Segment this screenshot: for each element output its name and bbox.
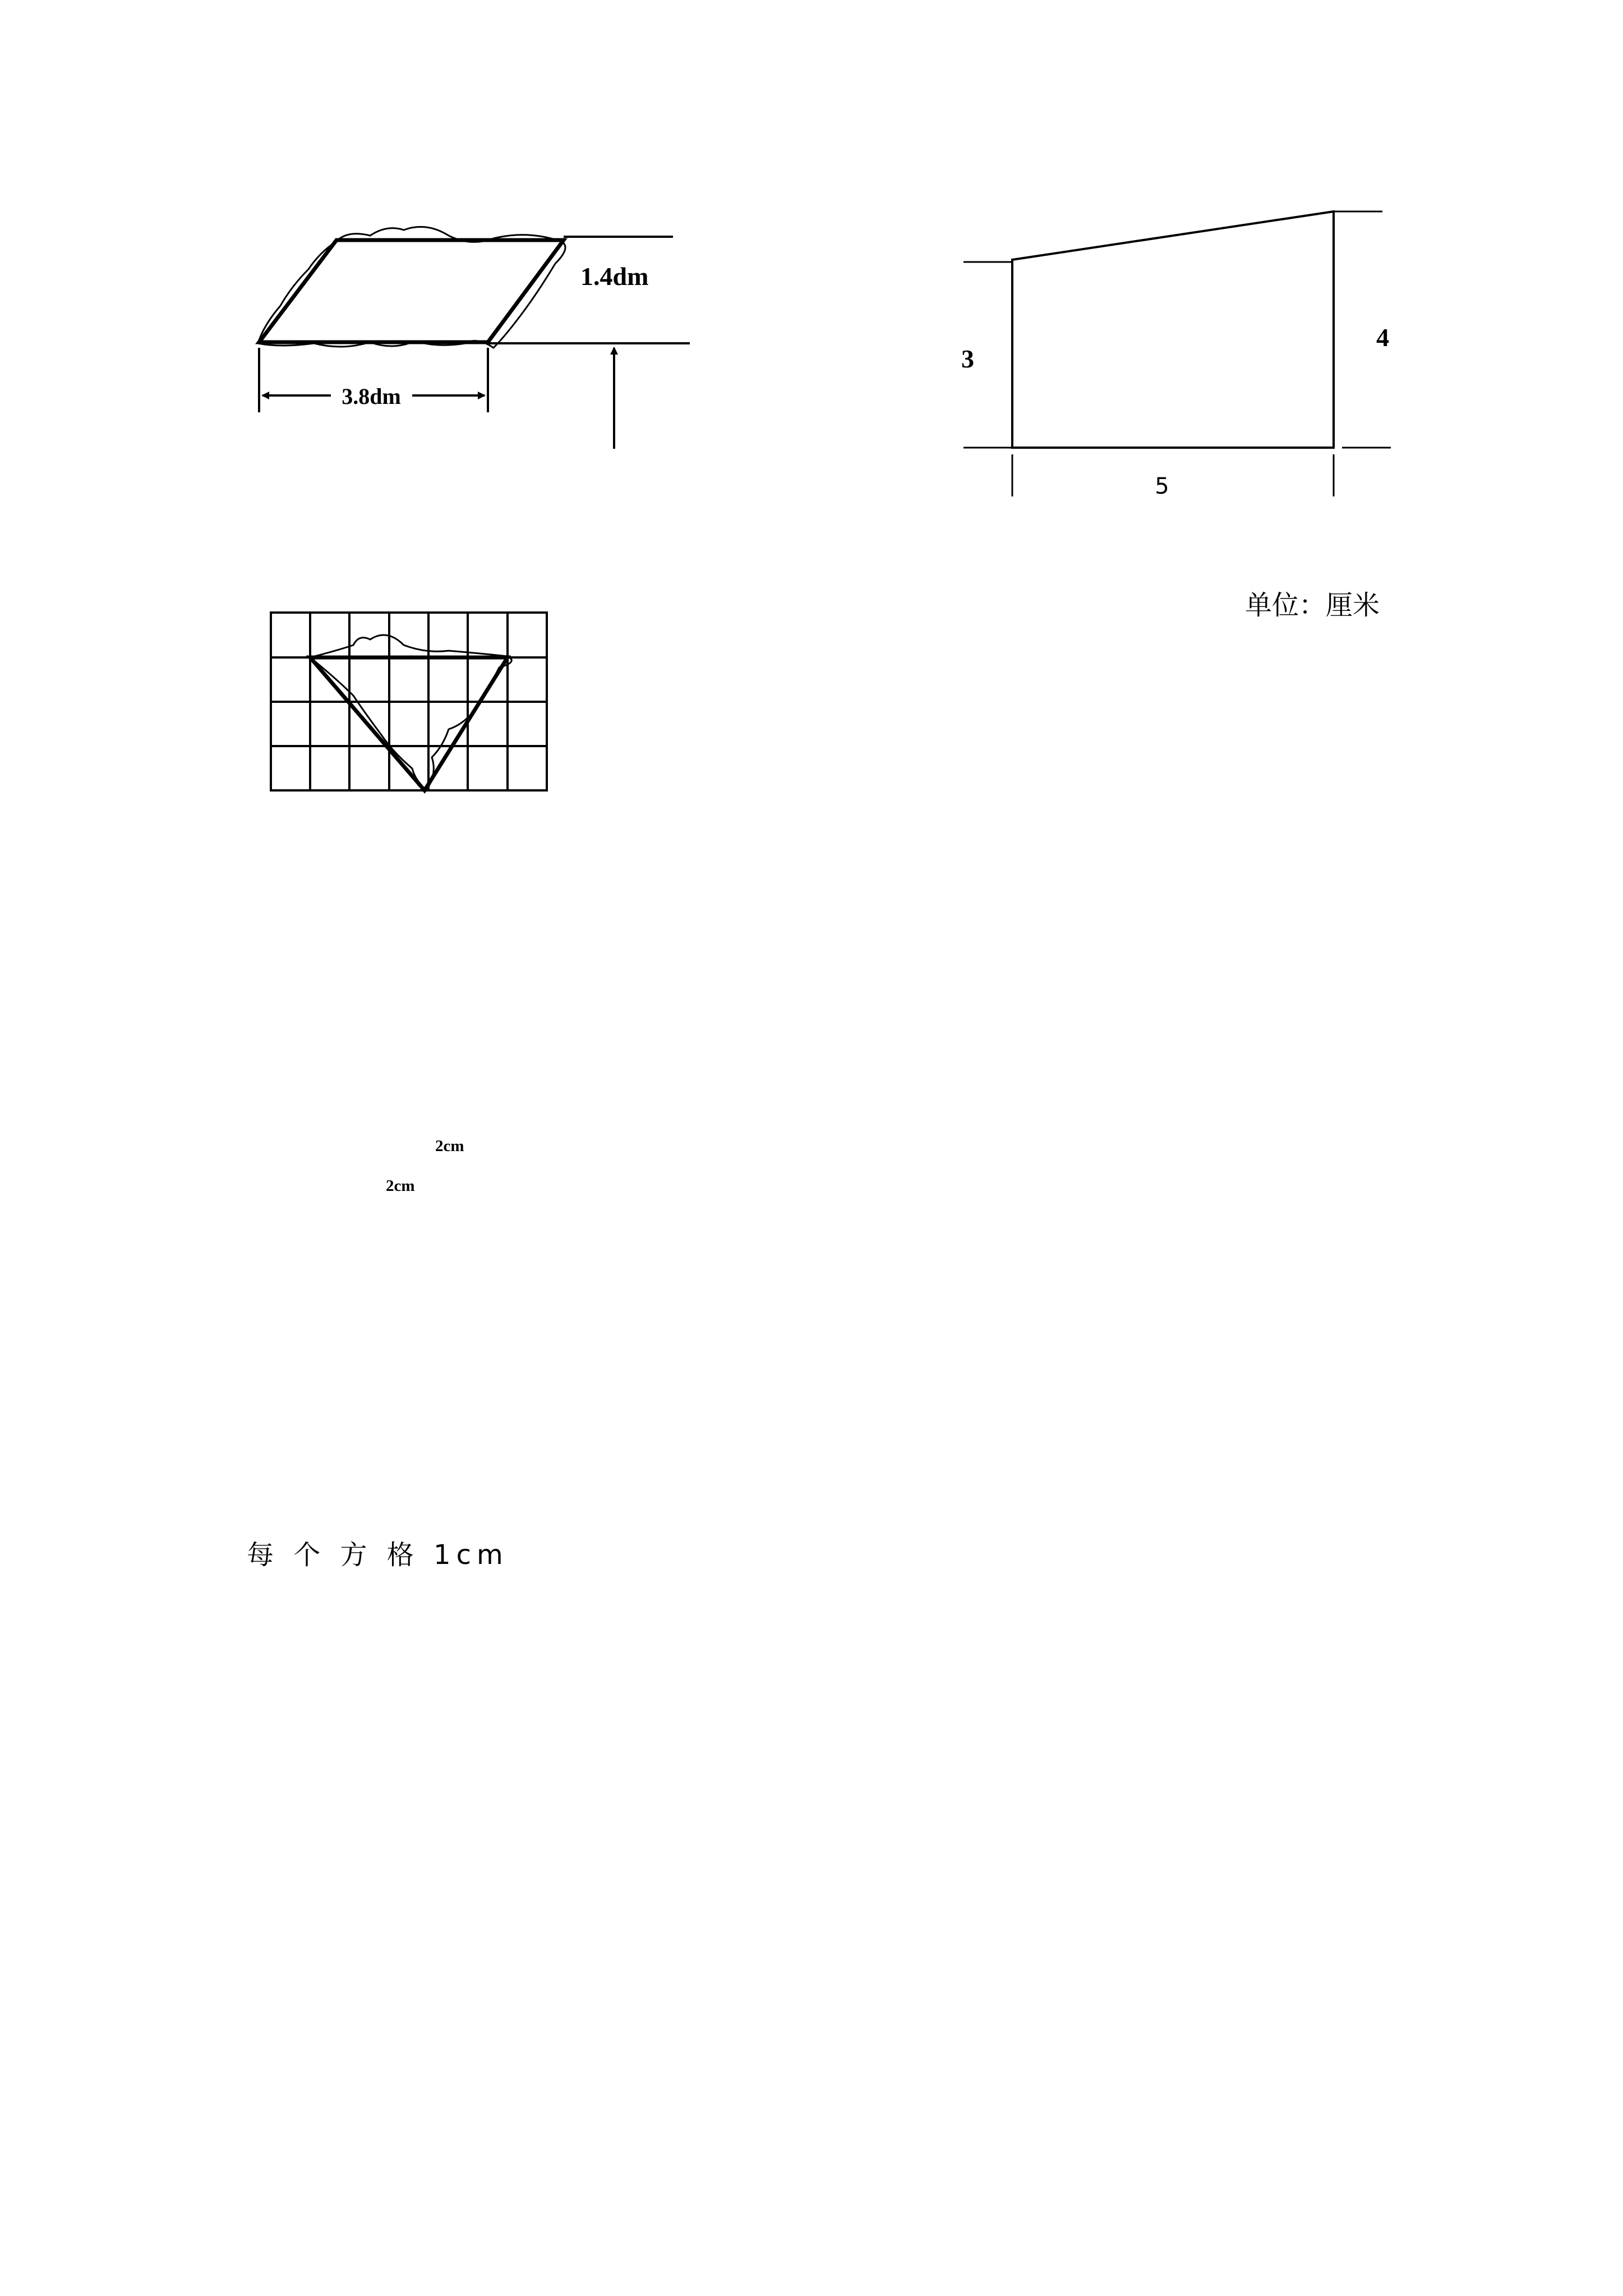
grid-note: 每 个 方 格 1cm bbox=[247, 1539, 509, 1571]
torn-paper-outline bbox=[258, 227, 565, 348]
trapezoid-figure bbox=[961, 211, 1391, 499]
trapezoid-bottom-label: 5 bbox=[1155, 473, 1169, 499]
unit-note: 单位：厘米 bbox=[1245, 590, 1380, 621]
base-label: 3.8dm bbox=[342, 384, 401, 409]
parallelogram-figure bbox=[258, 227, 690, 449]
label-2cm-a: 2cm bbox=[435, 1137, 464, 1155]
triangle-shape bbox=[310, 657, 508, 790]
height-label: 1.4dm bbox=[580, 262, 649, 291]
grid bbox=[271, 613, 547, 790]
trapezoid-shape bbox=[1012, 211, 1334, 448]
trapezoid-left-label: 3 bbox=[961, 344, 974, 373]
parallelogram-shape bbox=[259, 240, 564, 342]
label-2cm-b: 2cm bbox=[386, 1177, 415, 1195]
trapezoid-right-label: 4 bbox=[1376, 323, 1389, 352]
grid-triangle-figure bbox=[271, 613, 547, 790]
